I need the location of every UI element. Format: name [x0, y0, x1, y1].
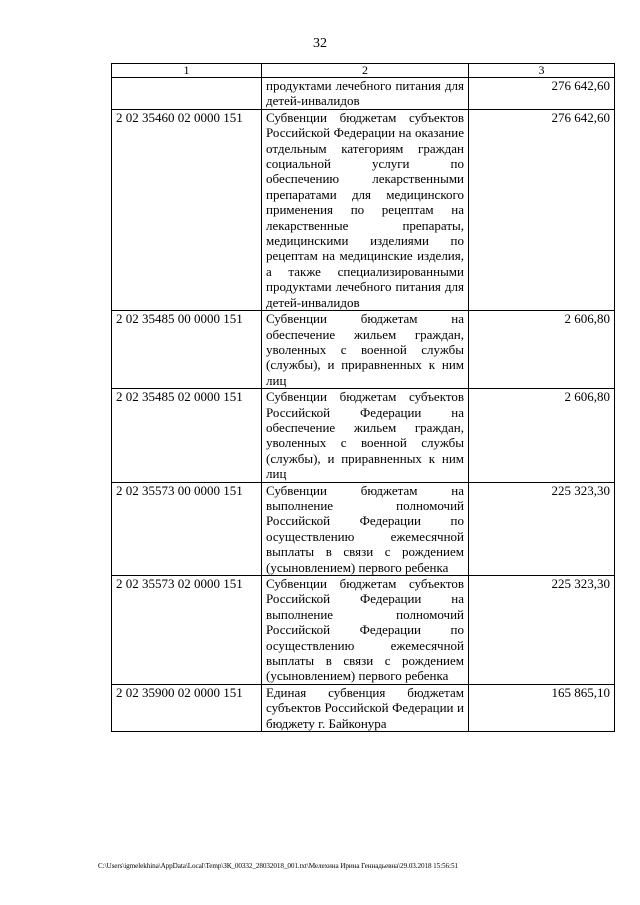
row-code: 2 02 35460 02 0000 151	[112, 109, 262, 310]
row-amount: 276 642,60	[469, 78, 615, 110]
table-row	[112, 482, 615, 575]
row-description: Единая субвенция бюджетам субъектов Российской Федерации и бюджету г. Байконура	[262, 684, 469, 731]
row-code: 2 02 35485 02 0000 151	[112, 389, 262, 482]
row-amount: 2 606,80	[469, 311, 615, 389]
table-header-row	[112, 64, 615, 78]
row-description: Субвенции бюджетам на обеспечение жильем граждан, уволенных с военной службы (службы), и приравненных к ним лиц	[262, 311, 469, 389]
row-description: Субвенции бюджетам субъектов Российской Федерации на обеспечение жильем граждан, уволенных с военной службы (службы), и приравненных к ним лиц	[262, 389, 469, 482]
row-description: Субвенции бюджетам субъектов Российской Федерации на оказание отдельным категориям граждан социальной услуги по обеспечению лекарственными препаратами для медицинского применения по рецептам на лекарственные препараты, медицинскими изделиями по рецептам на медицинские изделия, а также специализированными продуктами лечебного питания для детей-инвалидов	[262, 109, 469, 310]
row-amount: 225 323,30	[469, 576, 615, 685]
table-row	[112, 78, 615, 110]
table-row	[112, 389, 615, 482]
row-description: Субвенции бюджетам субъектов Российской Федерации на выполнение полномочий Российской Федерации по осуществлению ежемесячной выплаты в связи с рождением (усыновлением) первого ребенка	[262, 576, 469, 685]
row-code: 2 02 35900 02 0000 151	[112, 684, 262, 731]
table-row	[112, 576, 615, 685]
table-row	[112, 311, 615, 389]
row-code: 2 02 35573 02 0000 151	[112, 576, 262, 685]
row-code	[112, 78, 262, 110]
column-header-2: 2	[262, 64, 469, 78]
table-row	[112, 684, 615, 731]
row-code: 2 02 35573 00 0000 151	[112, 482, 262, 575]
table-row	[112, 109, 615, 310]
row-description: продуктами лечебного питания для детей-инвалидов	[262, 78, 469, 110]
row-amount: 225 323,30	[469, 482, 615, 575]
row-amount: 2 606,80	[469, 389, 615, 482]
column-header-3: 3	[469, 64, 615, 78]
page-number: 32	[313, 36, 327, 51]
row-amount: 276 642,60	[469, 109, 615, 310]
row-description: Субвенции бюджетам на выполнение полномочий Российской Федерации по осуществлению ежемесячной выплаты в связи с рождением (усыновлением) первого ребенка	[262, 482, 469, 575]
row-amount: 165 865,10	[469, 684, 615, 731]
budget-revenue-table	[111, 63, 615, 732]
row-code: 2 02 35485 00 0000 151	[112, 311, 262, 389]
file-path-footer: C:\Users\igmelekhina\AppData\Local\Temp\ЗК_00332_28032018_001.txt\Мелехина Ирина Геннадьевна\29.03.2018 15:56:51	[98, 862, 458, 870]
column-header-1: 1	[112, 64, 262, 78]
